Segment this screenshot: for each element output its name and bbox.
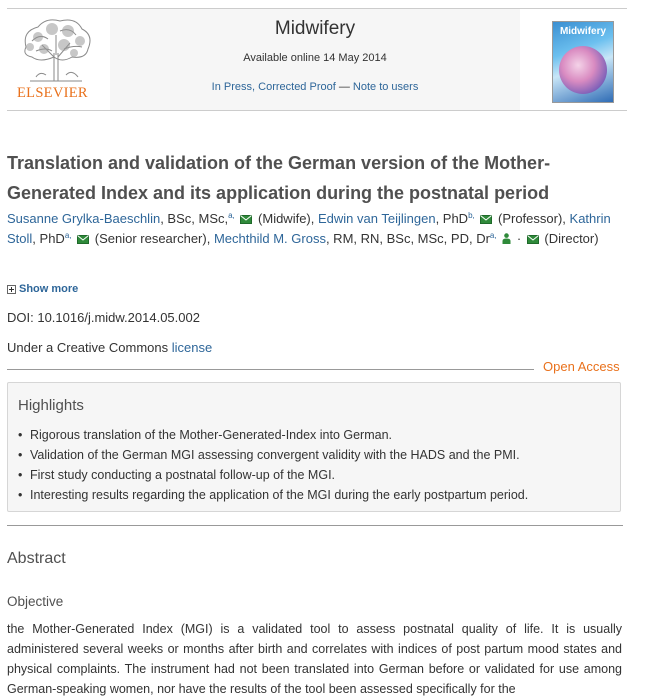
email-icon[interactable] (77, 235, 89, 244)
objective-heading: Objective (7, 594, 64, 609)
highlight-item: • Interesting results regarding the application of the MGI during the early postpartum period. (18, 485, 528, 505)
abstract-heading: Abstract (7, 550, 66, 567)
highlight-item: • First study conducting a postnatal follow-up of the MGI. (18, 465, 528, 485)
highlights-heading: Highlights (18, 397, 84, 414)
author-role: (Midwife), (258, 211, 315, 226)
journal-cover-image[interactable] (552, 21, 614, 103)
author-name-link[interactable]: Susanne Grylka-Baeschlin (7, 211, 161, 226)
author-role: (Professor), (498, 211, 566, 226)
journal-title[interactable]: Midwifery (274, 18, 356, 39)
license-prefix: Under a Creative Commons (7, 340, 172, 355)
cover-title: Midwifery (559, 26, 607, 37)
open-access-label: Open Access (543, 359, 620, 374)
affiliation-sup[interactable]: a, (228, 211, 235, 220)
author-degrees: , PhD (435, 211, 469, 226)
journal-info (110, 9, 520, 110)
author-entry (318, 211, 570, 226)
show-more-toggle[interactable] (7, 283, 78, 295)
license-link[interactable]: license (171, 340, 213, 355)
publisher-wordmark: ELSEVIER (17, 85, 88, 101)
affiliation-sup[interactable]: a, (64, 231, 72, 240)
author-entry (214, 231, 599, 246)
affiliation-sup[interactable]: b, (468, 211, 475, 220)
status-separator: — (335, 81, 353, 93)
in-press-link[interactable]: In Press, Corrected Proof (211, 81, 336, 93)
article-status (110, 81, 520, 93)
author-role: (Director) (544, 231, 599, 246)
expand-plus-icon (7, 285, 16, 294)
author-entry (7, 211, 318, 226)
author-name-link[interactable]: Mechthild M. Gross (213, 231, 326, 246)
email-icon[interactable] (480, 215, 492, 224)
author-role: (Senior researcher), (94, 231, 211, 246)
article-title: Translation and validation of the German version of the Mother-Generated Index and its application during the postnatal period (7, 153, 551, 203)
objective-text: the Mother-Generated Index (MGI) is a validated tool to assess postnatal quality of life. It is usually administered several weeks or months after birth and correlates with indices of post partum mood states and physical complaints. The instrument had not been translated into German before or validated for use among German-speaking women, nor have the results of the tool been assessed specifically for the (7, 622, 622, 696)
divider (7, 525, 623, 526)
author-list (7, 209, 617, 249)
journal-header (7, 8, 627, 111)
available-online-date: Available online 14 May 2014 (243, 52, 387, 64)
license-statement (7, 340, 212, 355)
author-degrees: , RM, RN, BSc, MSc, PD, Dr (325, 231, 490, 246)
highlight-item: • Validation of the German MGI assessing convergent validity with the HADS and the PMI. (18, 445, 528, 465)
doi[interactable]: DOI: 10.1016/j.midw.2014.05.002 (7, 310, 200, 325)
divider (7, 369, 534, 370)
author-degrees: , BSc, MSc, (160, 211, 229, 226)
highlight-item: • Rigorous translation of the Mother-Generated-Index into German. (18, 425, 528, 445)
highlights-box (7, 382, 621, 512)
icon-separator: · (513, 231, 525, 246)
elsevier-tree-icon (16, 17, 96, 83)
author-name-link[interactable]: Kathrin Stoll (7, 211, 611, 246)
affiliation-sup[interactable]: a, (489, 231, 497, 240)
show-more-label: Show more (19, 283, 79, 295)
cover-artwork (559, 46, 607, 94)
publisher-logo[interactable] (7, 9, 107, 110)
note-to-users-link[interactable]: Note to users (352, 81, 419, 93)
highlights-list (18, 425, 528, 505)
author-name-link[interactable]: Edwin van Teijlingen (318, 211, 436, 226)
author-degrees: , PhD (32, 231, 65, 246)
email-icon[interactable] (527, 235, 539, 244)
email-icon[interactable] (240, 215, 252, 224)
corresponding-author-icon[interactable] (502, 233, 511, 244)
